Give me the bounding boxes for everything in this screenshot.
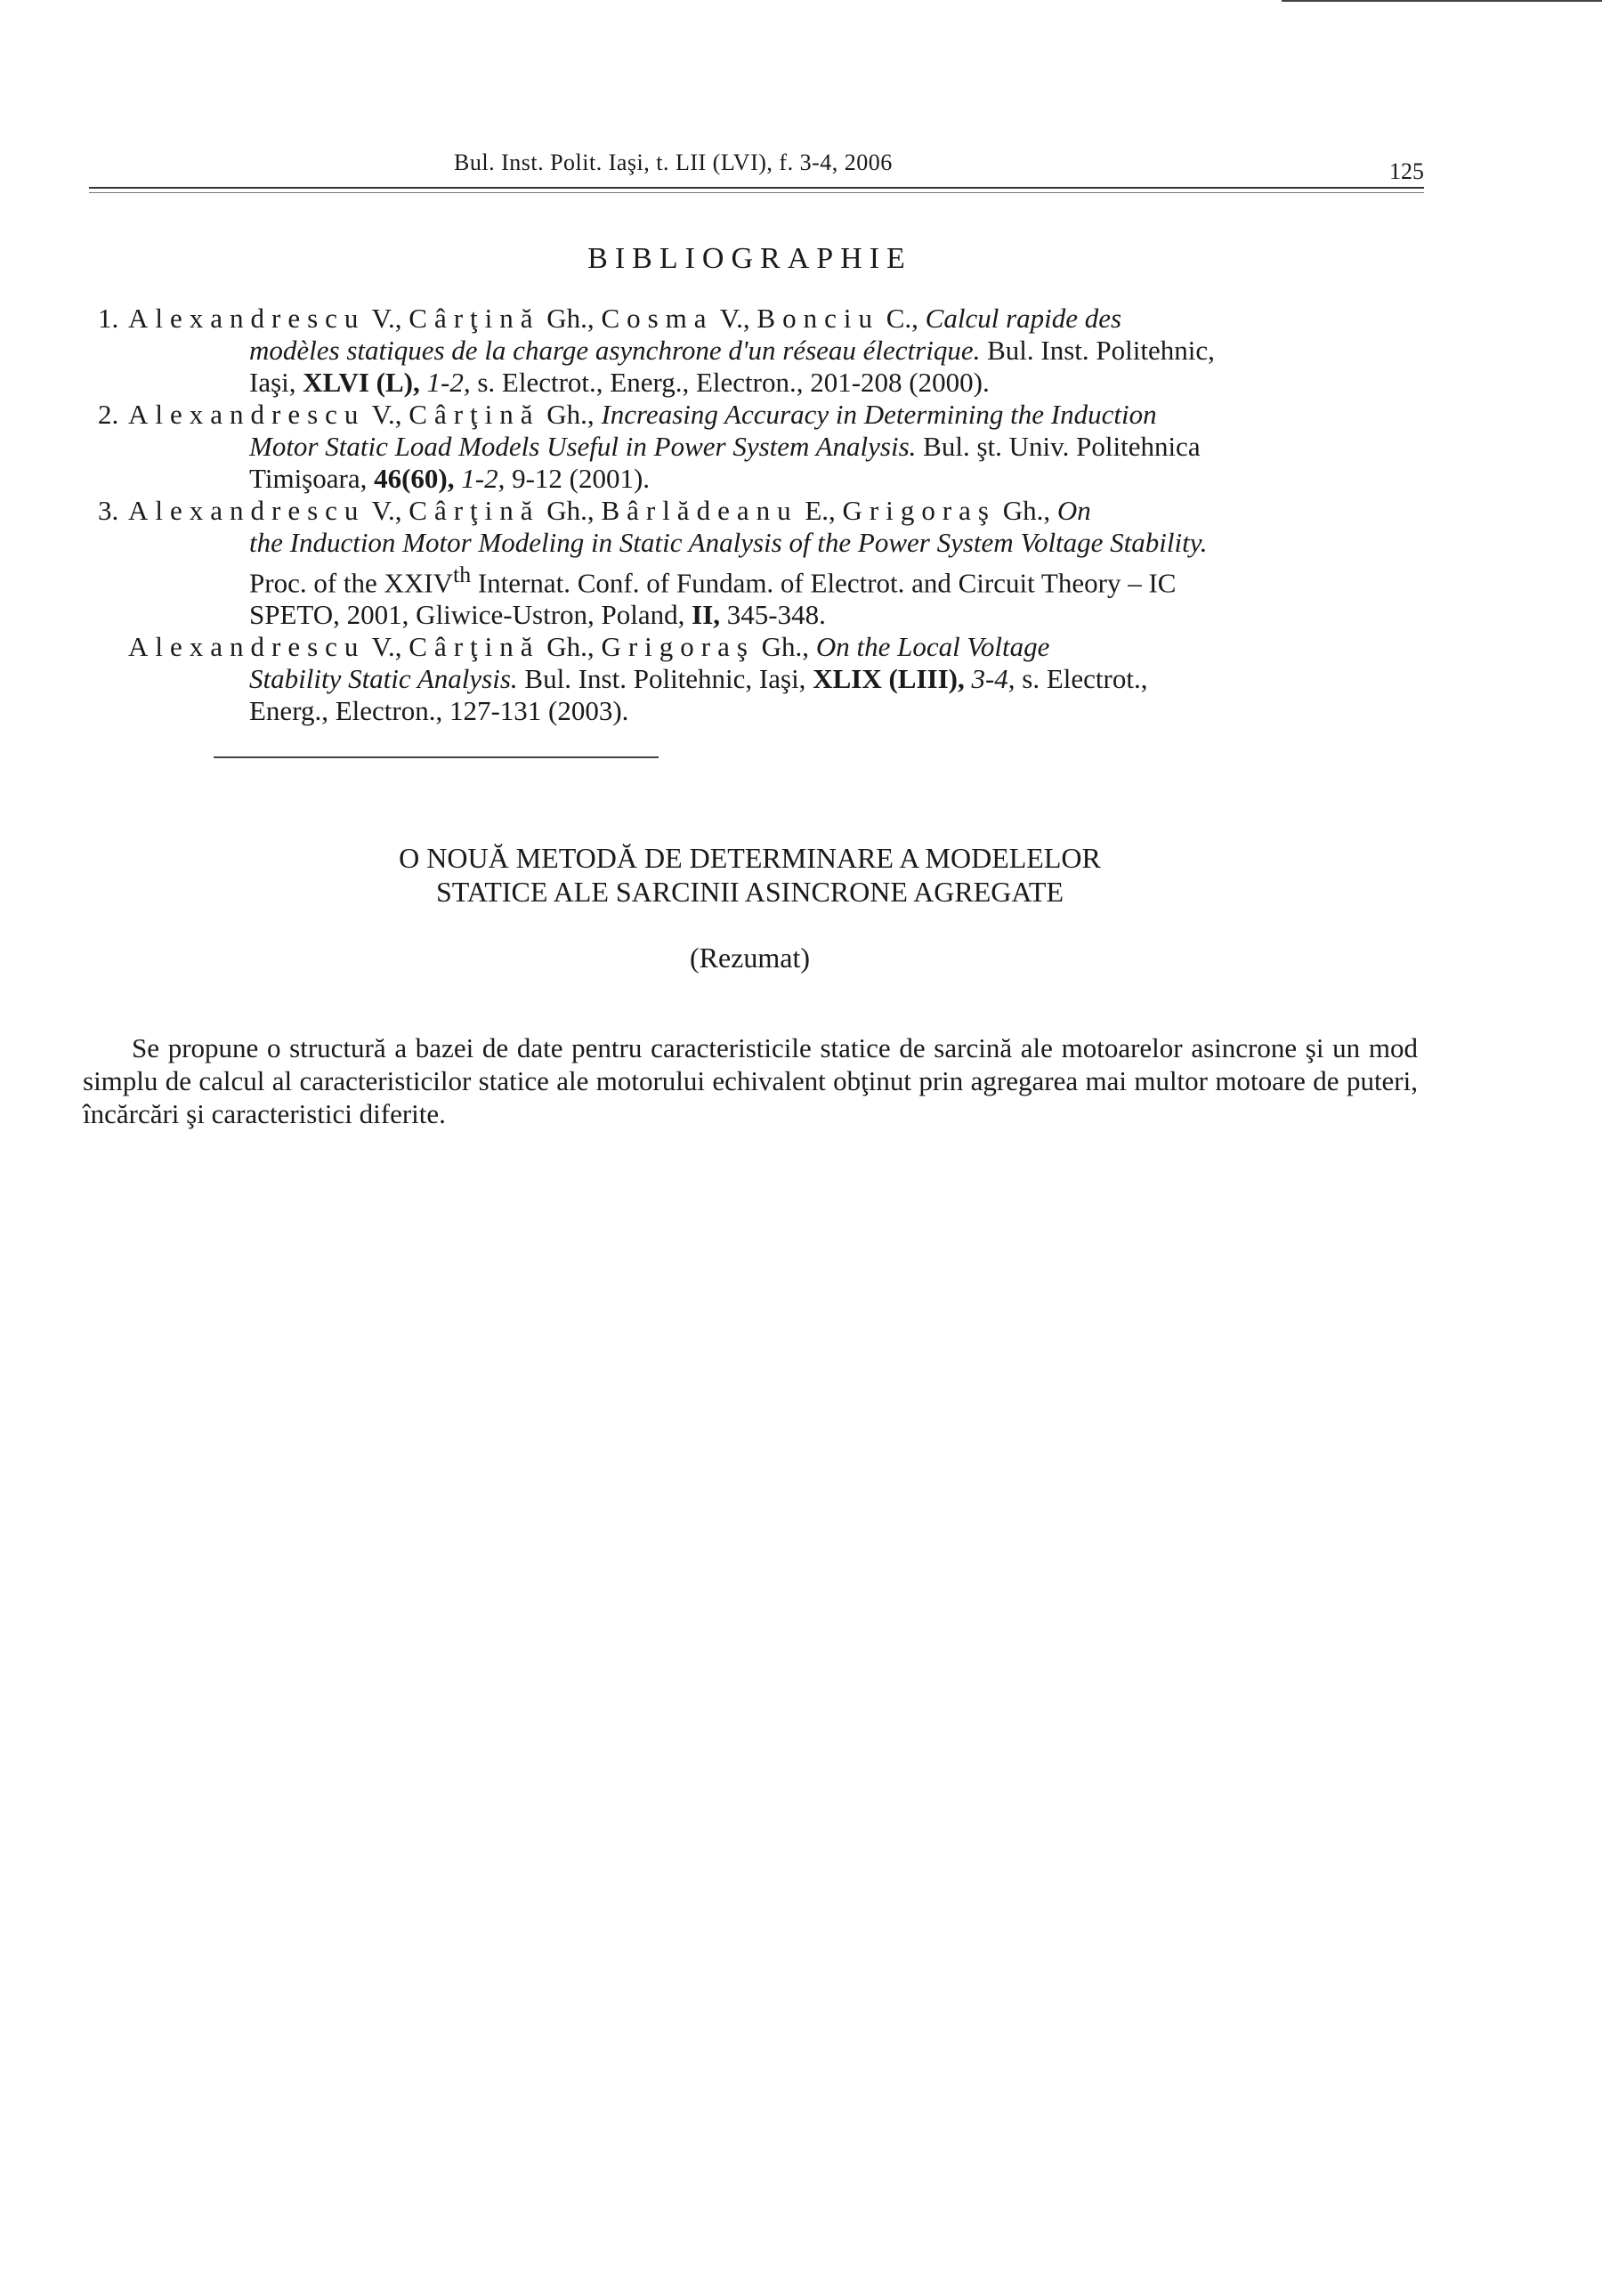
reference-list (98, 303, 1424, 727)
author-initial: Gh., (546, 495, 595, 526)
reference-publication: Bul. Inst. Politehnic, (987, 335, 1215, 366)
author-name: Cârţină (409, 399, 540, 430)
reference-title: Calcul rapide des (925, 303, 1122, 334)
author-initial: Gh., (546, 303, 595, 334)
summary-title-line: O NOUĂ METODĂ DE DETERMINARE A MODELELOR (399, 842, 1101, 874)
author-name: Grigoraş (601, 631, 755, 663)
reference-continuation (249, 335, 1424, 367)
reference-item (98, 303, 1424, 399)
reference-first-line (98, 399, 1424, 431)
reference-title: the Induction Motor Modeling in Static Analysis of the Power System Voltage Stability. (249, 527, 1208, 558)
reference-publication: Bul. şt. Univ. Politehnica (923, 431, 1201, 462)
reference-first-line (98, 495, 1424, 527)
author-name: Alexandrescu (128, 631, 366, 663)
reference-volume: XLIX (LIII), (813, 663, 965, 695)
author-initial: Gh., (546, 631, 595, 663)
reference-title: On the Local Voltage (815, 631, 1050, 663)
reference-publication: Iaşi, (249, 367, 296, 398)
author-name: Cârţină (409, 631, 540, 663)
bibliography-title: BIBLIOGRAPHIE (587, 242, 912, 275)
summary-title (0, 841, 1500, 909)
reference-volume: 46(60), (374, 463, 455, 494)
reference-continuation (249, 431, 1424, 463)
reference-title: Motor Static Load Models Useful in Power System Analysis. (249, 431, 917, 462)
reference-publication: Proc. of the XXIV (249, 567, 454, 599)
reference-item (98, 495, 1424, 631)
author-name: Cârţină (409, 303, 540, 334)
reference-item (98, 631, 1424, 727)
header-rule-thin (89, 192, 1424, 193)
reference-first-line (98, 303, 1424, 335)
reference-title: On (1056, 495, 1091, 526)
summary-title-line: STATICE ALE SARCINII ASINCRONE AGREGATE (435, 876, 1064, 908)
author-name: Alexandrescu (128, 399, 366, 430)
reference-first-line (98, 631, 1424, 663)
bibliography-end-rule (214, 756, 659, 758)
author-name: Alexandrescu (128, 303, 366, 334)
reference-title: modèles statiques de la charge asynchrone d'un réseau électrique. (249, 335, 981, 366)
reference-continuation (249, 367, 1424, 399)
reference-title: Stability Static Analysis. (249, 663, 518, 695)
reference-item (98, 399, 1424, 495)
reference-title: Increasing Accuracy in Determining the Induction (601, 399, 1157, 430)
reference-publication: Timişoara, (249, 463, 368, 494)
superscript: th (453, 562, 472, 587)
header-rule (89, 187, 1424, 189)
author-name: Cosma (601, 303, 714, 334)
reference-continuation (249, 527, 1424, 559)
journal-citation: Bul. Inst. Polit. Iaşi, t. LII (LVI), f. 3-4, 2006 (454, 150, 893, 175)
author-initial: E., (805, 495, 836, 526)
reference-continuation (249, 695, 1424, 727)
reference-volume: XLVI (L), (303, 367, 420, 398)
reference-publication: Internat. Conf. of Fundam. of Electrot. and Circuit Theory – IC (477, 567, 1177, 599)
author-initial: Gh., (546, 399, 595, 430)
reference-issue: 1-2, (426, 367, 471, 398)
author-initial: Gh., (761, 631, 810, 663)
reference-pages: 9-12 (2001). (512, 463, 651, 494)
reference-issue: 3-4, (971, 663, 1015, 695)
author-name: Grigoraş (842, 495, 997, 526)
reference-number: 3. (98, 495, 119, 526)
reference-publication: s. Electrot., (1022, 663, 1148, 695)
author-name: Alexandrescu (128, 495, 366, 526)
author-name: Cârţină (409, 495, 540, 526)
author-initial: V., (371, 495, 402, 526)
reference-pages: Energ., Electron., 127-131 (2003). (249, 695, 629, 727)
reference-number: 1. (98, 303, 119, 334)
reference-number: 2. (98, 399, 119, 430)
summary-subtitle: (Rezumat) (689, 942, 811, 974)
author-initial: V., (719, 303, 750, 334)
reference-publication: SPETO, 2001, Gliwice-Ustron, Poland, (249, 599, 685, 631)
reference-volume: II, (692, 599, 721, 631)
scan-edge-rule (1282, 0, 1602, 2)
author-initial: C., (886, 303, 918, 334)
author-name: Bonciu (756, 303, 879, 334)
reference-pages: 345-348. (726, 599, 826, 631)
reference-continuation (249, 663, 1424, 695)
author-initial: V., (371, 399, 402, 430)
reference-pages: s. Electrot., Energ., Electron., 201-208 (2000). (477, 367, 990, 398)
author-name: Bârlădeanu (601, 495, 798, 526)
reference-issue: 1-2, (461, 463, 506, 494)
author-initial: V., (371, 303, 402, 334)
running-head (89, 150, 1424, 185)
summary-text: Se propune o structură a bazei de date pentru caracteristicile statice de sarcină ale motoarelor asincrone şi un mod simplu de calcul al caracteristicilor statice ale motorului echivalent obţinut prin agregarea mai multor motoare de puteri, încărcări şi caracteristici diferite. (83, 1032, 1418, 1129)
reference-continuation (249, 599, 1424, 631)
author-initial: V., (371, 631, 402, 663)
reference-continuation (249, 559, 1424, 599)
reference-continuation (249, 463, 1424, 495)
page-number: 125 (1389, 158, 1424, 184)
author-initial: Gh., (1002, 495, 1051, 526)
reference-publication: Bul. Inst. Politehnic, Iaşi, (524, 663, 806, 695)
